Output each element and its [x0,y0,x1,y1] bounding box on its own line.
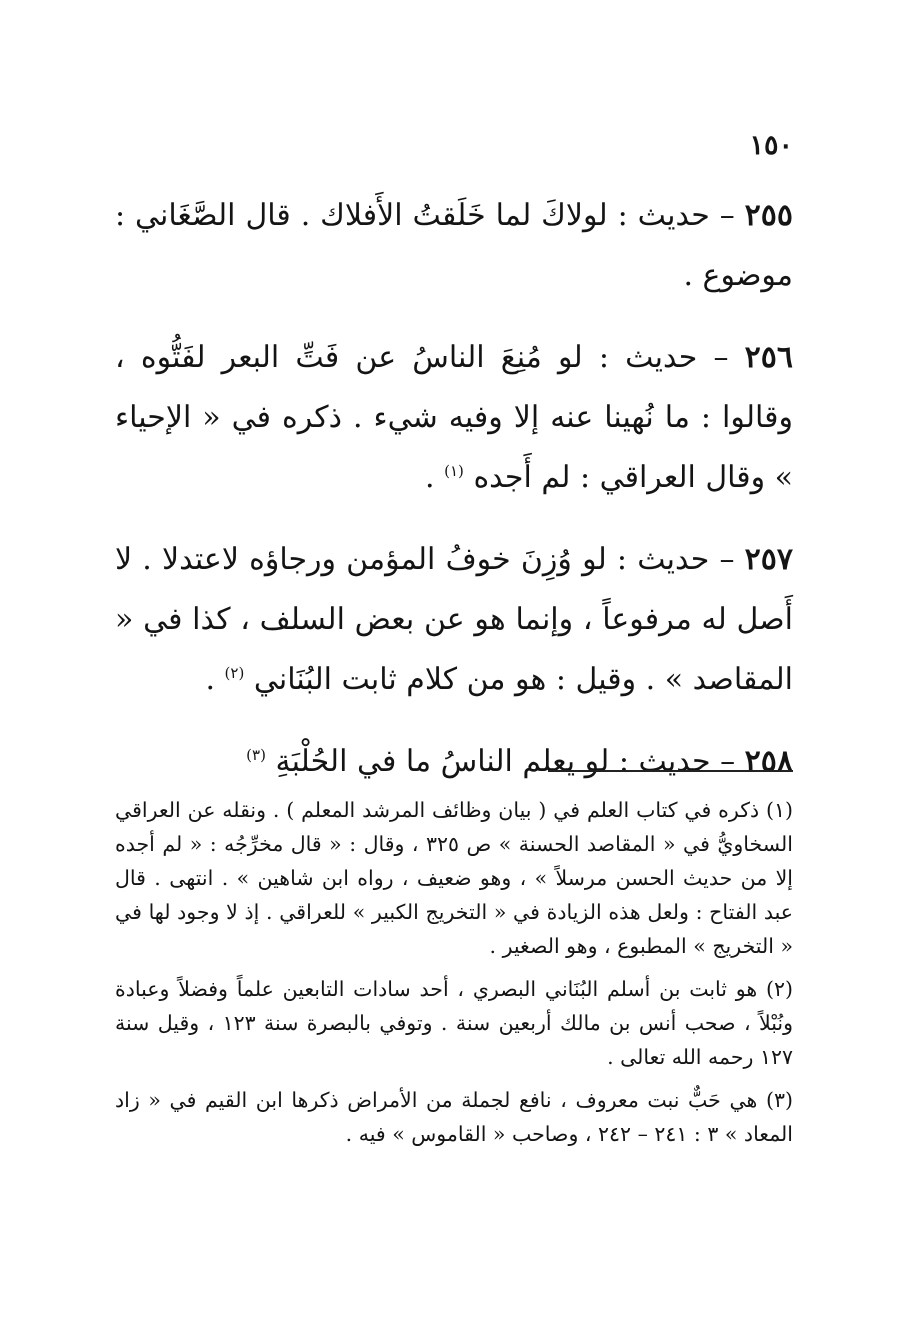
footnote-ref-1: (١) [444,462,464,480]
entry-text-end: . [425,460,445,495]
footnote-2 [115,972,793,1074]
footnote-1 [115,793,793,963]
hadith-entry-257 [115,530,793,710]
footnote-ref-2: (٢) [224,664,245,682]
footnote-3 [115,1083,793,1151]
entry-text: – حديث : لو وُزِنَ خوفُ المؤمن ورجاؤه لاعتدلا . لا أَصل له مرفوعاً ، وإنما هو عن بعض السلف ، كذا في « المقاصد » . وقيل : هو من كلام ثابت البُنَاني [115,542,793,697]
hadith-entry-258 [115,732,793,792]
footnote-text: هو ثابت بن أسلم البُنَاني البصري ، أحد سادات التابعين علماً وفضلاً وعبادة ونُبْلاً ، صحب أنس بن مالك أربعين سنة . وتوفي بالبصرة سنة ١٢٣ ، وقيل سنة ١٢٧ رحمه الله تعالى . [115,977,793,1069]
entry-number: ٢٥٥ [744,198,793,233]
hadith-entry-255 [115,186,793,306]
footnote-label: (٢) [765,977,793,1001]
entry-text-end: . [205,662,225,697]
footnote-label: (١) [765,798,793,822]
hadith-entry-256 [115,328,793,508]
footnotes [115,793,793,1160]
entry-number: ٢٥٦ [744,340,793,375]
entry-number: ٢٥٧ [744,542,793,577]
footnote-text: ذكره في كتاب العلم في ( بيان وظائف المرشد المعلم ) . ونقله عن العراقي السخاويُّ في « المقاصد الحسنة » ص ٣٢٥ ، وقال : « قال مخرِّجُه : « لم أجده إلا من حديث الحسن مرسلاً » ، وهو ضعيف ، رواه ابن شاهين » . انتهى . قال عبد الفتاح : ولعل هذه الزيادة في « التخريج الكبير » للعراقي . إذ لا وجود لها في « التخريج » المطبوع ، وهو الصغير . [115,798,793,958]
footnote-separator [548,770,793,772]
footnote-ref-3: (٣) [246,746,266,764]
footnote-text: هي حَبٌّ نبت معروف ، نافع لجملة من الأمراض ذكرها ابن القيم في « زاد المعاد » ٣ : ٢٤١ – ٢٤٢ ، وصاحب « القاموس » فيه . [115,1088,793,1146]
entry-text: – حديث : لولاكَ لما خَلَقتُ الأَفلاك . قال الصَّغَاني : موضوع . [115,198,793,293]
main-text [115,186,793,814]
page-number: ١٥٠ [749,130,793,161]
entry-text: – حديث : لو مُنِعَ الناسُ عن فَتِّ البعر لفَتُّوه ، وقالوا : ما نُهينا عنه إلا وفيه شيء . ذكره في « الإحياء » وقال العراقي : لم أَجده [115,340,793,495]
entry-number: ٢٥٨ [744,744,793,779]
entry-text: – حديث : لو يعلم الناسُ ما في الحُلْبَةِ [275,744,745,779]
footnote-label: (٣) [765,1088,793,1112]
